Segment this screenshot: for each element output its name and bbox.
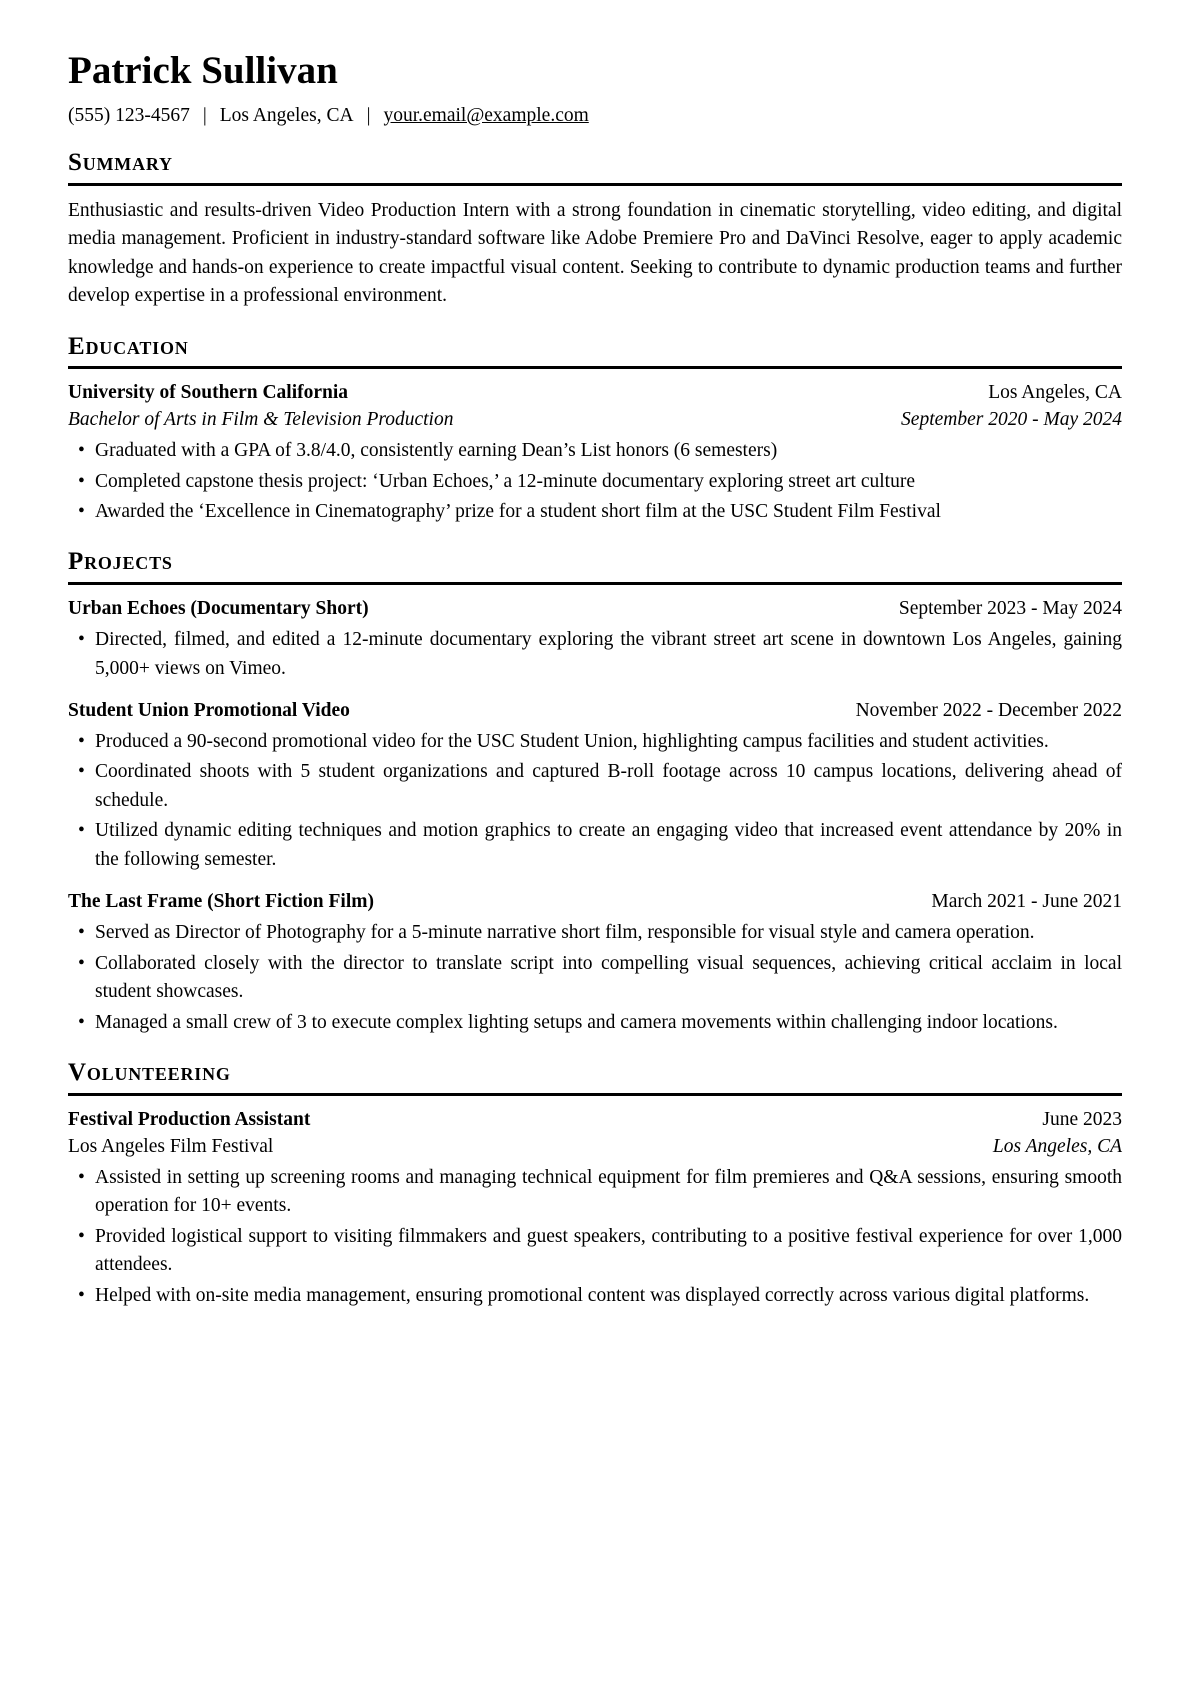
contact-separator: | bbox=[366, 104, 371, 126]
bullet-list bbox=[68, 437, 1122, 526]
person-name: Patrick Sullivan bbox=[68, 49, 338, 92]
bullet-item: • Graduated with a GPA of 3.8/4.0, consistently earning Dean’s List honors (6 semesters) bbox=[68, 437, 1122, 465]
project-dates: September 2023 - May 2024 bbox=[898, 598, 1122, 620]
bullet-item: • Awarded the ‘Excellence in Cinematography’ prize for a student short film at the USC Student Film Festival bbox=[68, 498, 1122, 526]
volunteer-entry bbox=[68, 1107, 1122, 1310]
bullet-list bbox=[68, 1164, 1122, 1310]
projects-section-title: Projects bbox=[68, 548, 173, 576]
contact-line bbox=[68, 105, 1122, 127]
education-entries bbox=[68, 380, 1122, 526]
project-dates: March 2021 - June 2021 bbox=[931, 891, 1122, 913]
email-link[interactable]: your.email@example.com bbox=[383, 104, 589, 126]
project-entries bbox=[68, 596, 1122, 1037]
institution-name: University of Southern California bbox=[68, 382, 349, 404]
project-title: Student Union Promotional Video bbox=[68, 700, 350, 722]
phone-number: (555) 123-4567 bbox=[68, 104, 190, 126]
contact-separator: | bbox=[202, 104, 207, 126]
bullet-item: • Collaborated closely with the director to translate script into compelling visual sequences, achieving critical acclaim in local student showcases. bbox=[68, 950, 1122, 1007]
volunteering-section-title: Volunteering bbox=[68, 1059, 231, 1087]
volunteer-location: Los Angeles, CA bbox=[992, 1135, 1122, 1157]
bullet-item: • Produced a 90-second promotional video for the USC Student Union, highlighting campus facilities and student activities. bbox=[68, 728, 1122, 756]
bullet-item: • Provided logistical support to visiting filmmakers and guest speakers, contributing to a positive festival experience for over 1,000 attendees. bbox=[68, 1223, 1122, 1280]
education-dates: September 2020 - May 2024 bbox=[901, 409, 1122, 431]
section-rule bbox=[68, 366, 1122, 369]
bullet-item: • Assisted in setting up screening rooms and managing technical equipment for film premieres and Q&A sessions, ensuring smooth operation for 10+ events. bbox=[68, 1164, 1122, 1221]
bullet-list bbox=[68, 919, 1122, 1037]
section-projects bbox=[68, 548, 1122, 1037]
bullet-item: • Managed a small crew of 3 to execute complex lighting setups and camera movements within challenging indoor locations. bbox=[68, 1009, 1122, 1037]
education-section-title: Education bbox=[68, 332, 189, 360]
bullet-list bbox=[68, 626, 1122, 683]
section-rule bbox=[68, 582, 1122, 585]
section-education bbox=[68, 333, 1122, 527]
project-title: The Last Frame (Short Fiction Film) bbox=[68, 891, 374, 913]
project-entry bbox=[68, 698, 1122, 874]
volunteer-organization: Los Angeles Film Festival bbox=[68, 1135, 274, 1157]
bullet-item: • Directed, filmed, and edited a 12-minute documentary exploring the vibrant street art scene in downtown Los Angeles, gaining 5,000+ views on Vimeo. bbox=[68, 626, 1122, 683]
summary-section-title: Summary bbox=[68, 148, 173, 176]
bullet-list bbox=[68, 728, 1122, 874]
volunteer-role: Festival Production Assistant bbox=[68, 1108, 311, 1130]
volunteer-entries bbox=[68, 1107, 1122, 1310]
bullet-item: • Served as Director of Photography for a 5-minute narrative short film, responsible for visual style and camera operation. bbox=[68, 919, 1122, 947]
bullet-item: • Helped with on-site media management, ensuring promotional content was displayed correctly across various digital platforms. bbox=[68, 1282, 1122, 1310]
section-volunteering bbox=[68, 1059, 1122, 1310]
project-entry bbox=[68, 596, 1122, 683]
degree-title: Bachelor of Arts in Film & Television Production bbox=[68, 409, 454, 431]
section-rule bbox=[68, 1093, 1122, 1096]
project-entry bbox=[68, 889, 1122, 1037]
contact-location: Los Angeles, CA bbox=[219, 104, 354, 126]
summary-text: Enthusiastic and results-driven Video Production Intern with a strong foundation in cinematic storytelling, video editing, and digital media management. Proficient in industry-standard software like Adobe Premiere Pro and DaVinci Resolve, eager to apply academic knowledge and hands-on experience to create impactful visual content. Seeking to contribute to dynamic production teams and further develop expertise in a professional environment. bbox=[68, 199, 1122, 307]
volunteer-date: June 2023 bbox=[1042, 1108, 1122, 1130]
section-summary bbox=[68, 149, 1122, 311]
bullet-item: • Completed capstone thesis project: ‘Urban Echoes,’ a 12-minute documentary exploring street art culture bbox=[68, 468, 1122, 496]
education-entry bbox=[68, 380, 1122, 526]
bullet-item: • Utilized dynamic editing techniques and motion graphics to create an engaging video that increased event attendance by 20% in the following semester. bbox=[68, 817, 1122, 874]
bullet-item: • Coordinated shoots with 5 student organizations and captured B-roll footage across 10 campus locations, delivering ahead of schedule. bbox=[68, 758, 1122, 815]
project-title: Urban Echoes (Documentary Short) bbox=[68, 598, 369, 620]
institution-location: Los Angeles, CA bbox=[988, 382, 1122, 404]
project-dates: November 2022 - December 2022 bbox=[855, 700, 1122, 722]
section-rule bbox=[68, 183, 1122, 186]
